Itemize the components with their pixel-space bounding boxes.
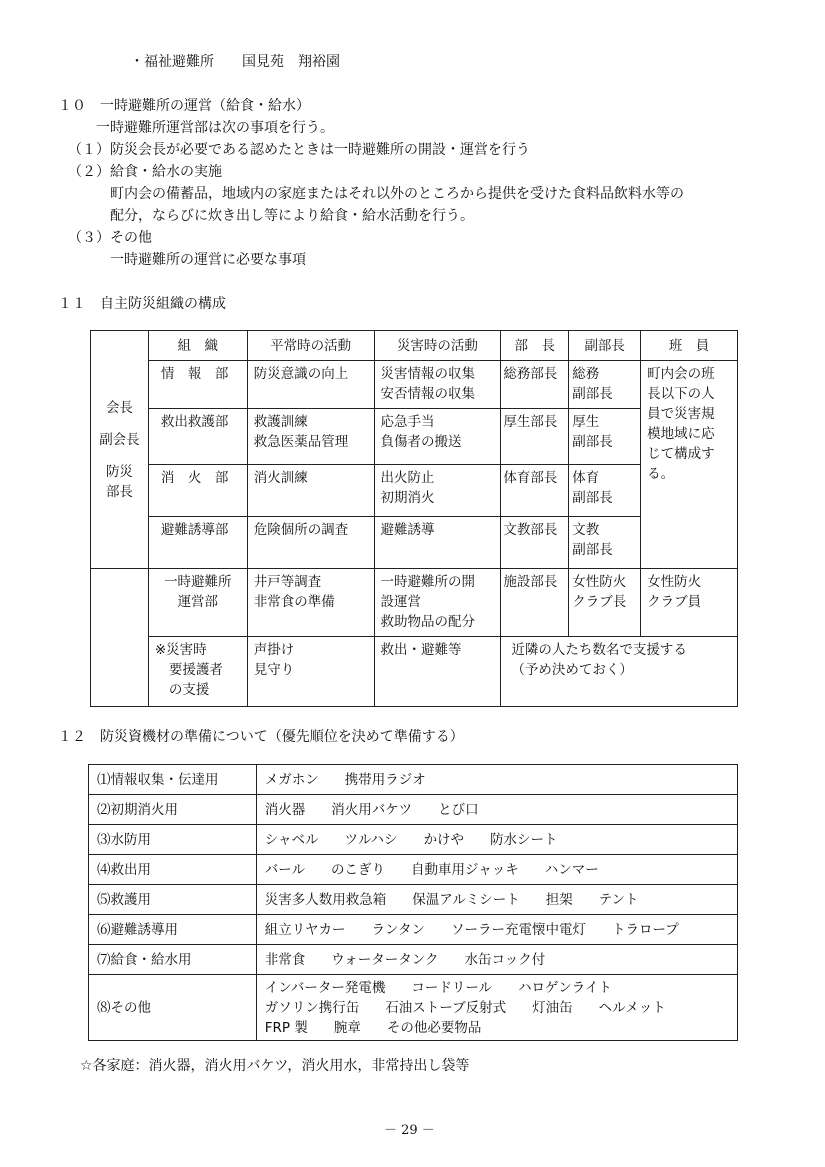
normal-activity-cell: 救護訓練 救急医薬品管理 bbox=[247, 409, 374, 465]
normal-activity-cell: 消火訓練 bbox=[247, 465, 374, 517]
equipment-item: 腕章 bbox=[333, 1019, 361, 1036]
equipment-item: 水缶コック付 bbox=[464, 951, 546, 968]
section-10-intro: 一時避難所運営部は次の事項を行う。 bbox=[96, 120, 334, 136]
equipment-item: とび口 bbox=[438, 801, 479, 818]
equipment-table bbox=[88, 764, 738, 1041]
disaster-activity-cell: 避難誘導 bbox=[374, 517, 501, 569]
equipment-row bbox=[89, 765, 738, 795]
leader-line: 防災 bbox=[105, 463, 133, 480]
chief-cell: 体育部長 bbox=[501, 465, 569, 517]
org-cell: 情 報 部 bbox=[148, 361, 247, 409]
header-vice-chief: 副部長 bbox=[569, 331, 641, 361]
equipment-row bbox=[89, 915, 738, 945]
equipment-items bbox=[256, 945, 737, 975]
normal-activity-cell: 防災意識の向上 bbox=[247, 361, 374, 409]
equipment-item: 非常食 bbox=[264, 951, 306, 968]
page-number: － 29 － bbox=[384, 1123, 435, 1138]
leader-line: 会長 bbox=[105, 399, 133, 416]
normal-activity-cell: 声掛け 見守り bbox=[247, 637, 374, 707]
equipment-item: 消火用バケツ bbox=[331, 801, 413, 818]
equipment-item: テント bbox=[598, 891, 639, 908]
org-cell: 一時避難所 運営部 bbox=[148, 569, 247, 637]
household-note: ☆各家庭：消火器，消火用バケツ，消火用水，非常持出し袋等 bbox=[80, 1058, 470, 1074]
equipment-line bbox=[265, 1018, 729, 1038]
chief-cell: 文教部長 bbox=[501, 517, 569, 569]
org-cell: 避難誘導部 bbox=[148, 517, 247, 569]
vice-chief-cell: 文教 副部長 bbox=[569, 517, 641, 569]
equipment-item: ランタン bbox=[371, 921, 425, 938]
header-chief: 部 長 bbox=[501, 331, 569, 361]
equipment-item: のこぎり bbox=[331, 861, 385, 878]
section-12-heading: １２ 防災資機材の準備について（優先順位を決めて準備する） bbox=[58, 729, 464, 745]
equipment-item: ツルハシ bbox=[344, 831, 398, 848]
equipment-item: 担架 bbox=[545, 891, 573, 908]
equipment-items bbox=[256, 885, 737, 915]
equipment-items bbox=[256, 825, 737, 855]
org-cell: 救出救護部 bbox=[148, 409, 247, 465]
equipment-item: その他必要物品 bbox=[386, 1019, 482, 1036]
equipment-item: ガソリン携行缶 bbox=[264, 999, 360, 1016]
members-cell: 女性防火 クラブ員 bbox=[641, 569, 738, 637]
equipment-line bbox=[265, 830, 729, 850]
equipment-item: シャベル bbox=[264, 831, 319, 848]
disaster-activity-cell: 一時避難所の開 設運営 救助物品の配分 bbox=[374, 569, 501, 637]
equipment-item: 消火器 bbox=[264, 801, 306, 818]
disaster-activity-cell: 出火防止 初期消火 bbox=[374, 465, 501, 517]
equipment-category: ⑵初期消火用 bbox=[89, 795, 257, 825]
equipment-item: 保温アルミシート bbox=[412, 891, 520, 908]
equipment-item: 携帯用ラジオ bbox=[344, 771, 426, 788]
equipment-item: ウォータータンク bbox=[331, 951, 439, 968]
normal-activity-cell: 井戸等調査 非常食の準備 bbox=[247, 569, 374, 637]
equipment-line bbox=[265, 998, 729, 1018]
equipment-item: インバーター発電機 bbox=[264, 979, 386, 996]
members-main-cell: 町内会の班 長以下の人 員で災害規 模地域に応 じて構成す る。 bbox=[641, 361, 738, 569]
header-members: 班 員 bbox=[641, 331, 738, 361]
vice-chief-cell: 体育 副部長 bbox=[569, 465, 641, 517]
equipment-item: ソーラー充電懐中電灯 bbox=[450, 921, 586, 938]
equipment-row bbox=[89, 885, 738, 915]
equipment-item: かけや bbox=[423, 831, 465, 848]
equipment-category: ⑹避難誘導用 bbox=[89, 915, 257, 945]
equipment-items bbox=[256, 975, 737, 1041]
equipment-item: コードリール bbox=[411, 979, 493, 996]
normal-activity-cell: 危険個所の調査 bbox=[247, 517, 374, 569]
equipment-line bbox=[265, 920, 729, 940]
equipment-category: ⑻その他 bbox=[89, 975, 257, 1041]
equipment-items bbox=[256, 915, 737, 945]
equipment-line bbox=[265, 890, 729, 910]
leaders-empty-cell bbox=[91, 569, 149, 707]
equipment-category: ⑸救護用 bbox=[89, 885, 257, 915]
equipment-line bbox=[265, 860, 729, 880]
equipment-line bbox=[265, 800, 729, 820]
equipment-category: ⑴情報収集・伝達用 bbox=[89, 765, 257, 795]
leaders-cell bbox=[91, 331, 149, 569]
section-10-item-1: （１）防災会長が必要である認めたときは一時避難所の開設・運営を行う bbox=[68, 142, 530, 158]
equipment-category: ⑺給食・給水用 bbox=[89, 945, 257, 975]
equipment-item: 石油ストーブ反射式 bbox=[385, 999, 507, 1016]
equipment-item: メガホン bbox=[264, 771, 319, 788]
vice-chief-cell: 女性防火 クラブ長 bbox=[569, 569, 641, 637]
equipment-item: FRP 製 bbox=[264, 1019, 308, 1036]
equipment-items bbox=[256, 855, 737, 885]
welfare-shelter-line: ・福祉避難所 国見苑 翔裕園 bbox=[130, 54, 340, 70]
equipment-item: 防水シート bbox=[490, 831, 558, 848]
support-note-cell: 近隣の人たち数名で支援する （予め決めておく） bbox=[501, 637, 738, 707]
equipment-line bbox=[265, 770, 729, 790]
vice-chief-cell: 総務 副部長 bbox=[569, 361, 641, 409]
equipment-item: 灯油缶 bbox=[532, 999, 573, 1016]
chief-cell: 厚生部長 bbox=[501, 409, 569, 465]
equipment-items bbox=[256, 795, 737, 825]
section-10-item-2: （２）給食・給水の実施 bbox=[68, 164, 222, 180]
section-10-item-3: （３）その他 bbox=[68, 230, 152, 246]
equipment-row bbox=[89, 825, 738, 855]
disaster-activity-cell: 救出・避難等 bbox=[374, 637, 501, 707]
equipment-item: ヘルメット bbox=[598, 999, 666, 1016]
equipment-item: 災害多人数用救急箱 bbox=[264, 891, 387, 908]
equipment-category: ⑷救出用 bbox=[89, 855, 257, 885]
section-11-heading: １１ 自主防災組織の構成 bbox=[58, 296, 226, 312]
equipment-line bbox=[265, 950, 729, 970]
disaster-activity-cell: 応急手当 負傷者の搬送 bbox=[374, 409, 501, 465]
equipment-category: ⑶水防用 bbox=[89, 825, 257, 855]
org-cell: 消 火 部 bbox=[148, 465, 247, 517]
equipment-row bbox=[89, 795, 738, 825]
equipment-item: ハンマー bbox=[544, 861, 599, 878]
section-10-item-2-body-1: 町内会の備蓄品，地域内の家庭またはそれ以外のところから提供を受けた食料品飲料水等の bbox=[110, 186, 684, 202]
equipment-items bbox=[256, 765, 737, 795]
equipment-item: トラロープ bbox=[611, 921, 679, 938]
equipment-item: バール bbox=[264, 861, 305, 878]
organization-table bbox=[90, 330, 738, 707]
equipment-item: 組立リヤカー bbox=[264, 921, 346, 938]
header-disaster-activity: 災害時の活動 bbox=[374, 331, 501, 361]
section-10-item-2-body-2: 配分，ならびに炊き出し等により給食・給水活動を行う。 bbox=[110, 208, 474, 224]
leader-line: 副会長 bbox=[99, 431, 140, 448]
equipment-line bbox=[265, 978, 729, 998]
equipment-row bbox=[89, 945, 738, 975]
section-10-item-3-body: 一時避難所の運営に必要な事項 bbox=[110, 252, 306, 268]
equipment-row bbox=[89, 975, 738, 1041]
equipment-row bbox=[89, 855, 738, 885]
equipment-item: 自動車用ジャッキ bbox=[411, 861, 519, 878]
equipment-item: ハロゲンライト bbox=[518, 979, 612, 996]
org-cell: ※災害時 要援護者 の支援 bbox=[148, 637, 247, 707]
vice-chief-cell: 厚生 副部長 bbox=[569, 409, 641, 465]
chief-cell: 施設部長 bbox=[501, 569, 569, 637]
header-normal-activity: 平常時の活動 bbox=[247, 331, 374, 361]
header-organization: 組 織 bbox=[148, 331, 247, 361]
section-10-heading: １０ 一時避難所の運営（給食・給水） bbox=[58, 98, 310, 114]
leader-line: 部長 bbox=[105, 483, 133, 500]
disaster-activity-cell: 災害情報の収集 安否情報の収集 bbox=[374, 361, 501, 409]
chief-cell: 総務部長 bbox=[501, 361, 569, 409]
